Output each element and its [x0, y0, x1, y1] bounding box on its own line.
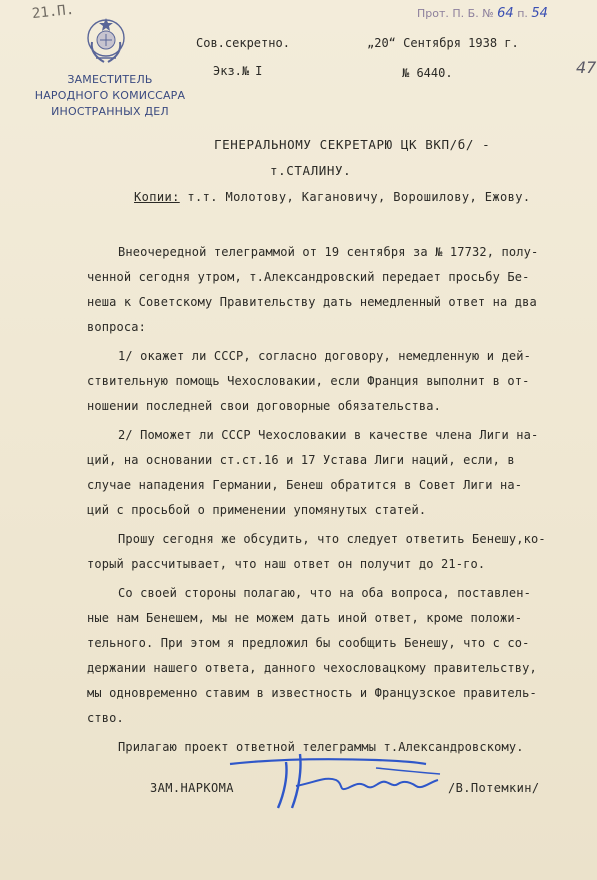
- text-line: Со своей стороны полагаю, что на оба вопроса, поставлен-: [118, 586, 531, 600]
- copies-label: Копии:: [134, 190, 180, 204]
- text-line: Прилагаю проект ответной телеграммы т.Александровскому.: [118, 740, 524, 754]
- text-line: тельного. При этом я предложил бы сообщить Бенешу, что с со-: [87, 636, 530, 650]
- text-line: 1/ окажет ли СССР, согласно договору, немедленную и дей-: [118, 349, 531, 363]
- ministry-line-1: ЗАМЕСТИТЕЛЬ: [67, 73, 153, 86]
- text-line: торый рассчитывает, что наш ответ он получит до 21-го.: [87, 557, 486, 571]
- state-emblem-icon: [82, 14, 130, 68]
- copy-number-value: I: [255, 64, 263, 78]
- stamp-point-prefix: п.: [517, 7, 528, 20]
- text-line: Внеочередной телеграммой от 19 сентября за № 17732, полу-: [118, 245, 539, 259]
- protocol-stamp: [417, 6, 548, 21]
- stamp-prefix: Прот. П. Б. №: [417, 7, 494, 20]
- copy-number: [213, 64, 262, 78]
- text-line: ные нам Бенешем, мы не можем дать иной ответ, кроме положи-: [87, 611, 523, 625]
- signatory-title: ЗАМ.НАРКОМА: [150, 781, 234, 795]
- text-line: ций с просьбой о применении упомянутых статей.: [87, 503, 427, 517]
- archive-page-number: 47: [576, 58, 597, 77]
- ministry-letterhead: [30, 72, 190, 120]
- text-line: 2/ Поможет ли СССР Чехословакии в качестве члена Лиги на-: [118, 428, 539, 442]
- copies-recipients: т.т. Молотову, Кагановичу, Ворошилову, Ежову.: [187, 190, 531, 204]
- copies-line: [134, 190, 530, 204]
- copy-number-label: Экз.№: [213, 64, 250, 78]
- archive-pencil-number: 21.П.: [31, 1, 75, 23]
- text-line: ство.: [87, 711, 124, 725]
- text-line: Прошу сегодня же обсудить, что следует ответить Бенешу,ко-: [118, 532, 546, 546]
- text-line: ствительную помощь Чехословакии, если Франция выполнит в от-: [87, 374, 530, 388]
- document-date: „20“ Сентября 1938 г.: [367, 36, 519, 50]
- text-line: вопроса:: [87, 320, 146, 334]
- addressee-line-2: т.СТАЛИНУ.: [270, 163, 352, 178]
- text-line: неша к Советскому Правительству дать немедленный ответ на два: [87, 295, 537, 309]
- ministry-line-3: ИНОСТРАННЫХ ДЕЛ: [51, 105, 169, 118]
- letter-body: [87, 236, 588, 760]
- text-line: ченной сегодня утром, т.Александровский передает просьбу Бе-: [87, 270, 530, 284]
- text-line: держании нашего ответа, данного чехословацкому правительству,: [87, 661, 537, 675]
- text-line: ношении последней свои договорные обязательства.: [87, 399, 441, 413]
- handwritten-signature: [226, 746, 462, 816]
- addressee-line-1: ГЕНЕРАЛЬНОМУ СЕКРЕТАРЮ ЦК ВКП/б/ -: [214, 137, 491, 152]
- classification-label: Сов.секретно.: [196, 36, 290, 50]
- text-line: мы одновременно ставим в известность и Французское правитель-: [87, 686, 537, 700]
- text-line: ций, на основании ст.ст.16 и 17 Устава Лиги наций, если, в: [87, 453, 515, 467]
- stamp-protocol-number: 64: [497, 6, 514, 21]
- stamp-point-number: 54: [531, 6, 548, 21]
- signatory-name: /В.Потемкин/: [448, 781, 540, 795]
- text-line: случае нападения Германии, Бенеш обратится в Совет Лиги на-: [87, 478, 523, 492]
- ministry-line-2: НАРОДНОГО КОМИССАРА: [34, 89, 186, 102]
- registration-number: № 6440.: [402, 66, 453, 80]
